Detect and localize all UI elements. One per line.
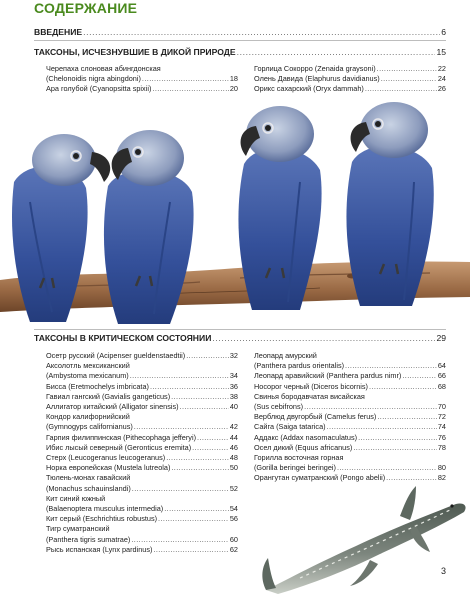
leader-dots — [304, 402, 437, 412]
entry-name: Черепаха слоновая абингдонская — [46, 64, 161, 73]
leader-dots — [166, 453, 229, 463]
leader-dots — [369, 382, 437, 392]
entry-page: 26 — [437, 84, 446, 94]
extinct-right-column — [254, 64, 446, 95]
entry-text: Орангутан суматранский (Pongo abelii) — [254, 473, 386, 483]
entry-text: Кит серый (Eschrichtius robustus) — [46, 514, 158, 524]
toc-entry[interactable] — [254, 371, 446, 381]
sturgeon-photo — [260, 482, 470, 594]
entry-name: Леопард амурский — [254, 351, 317, 360]
entry-text: Рысь испанская (Lynx pardinus) — [46, 544, 153, 554]
leader-dots — [358, 433, 437, 443]
entry-text: (Panthera pardus orientalis) — [254, 361, 345, 371]
leader-dots — [164, 504, 229, 514]
entry-page: 40 — [229, 402, 238, 412]
leader-dots — [186, 351, 229, 361]
entry-page: 42 — [229, 422, 238, 432]
entry-text: Леопард аравийский (Panthera pardus nimr) — [254, 371, 402, 381]
toc-critical[interactable] — [34, 333, 446, 347]
leader-dots — [171, 463, 229, 473]
extinct-left-column — [46, 64, 238, 95]
entry-page: 78 — [437, 442, 446, 452]
entry-name: Кондор калифорнийский — [46, 412, 130, 422]
toc-entry[interactable] — [254, 64, 446, 74]
entry-page: 48 — [229, 453, 238, 463]
leader-dots — [237, 47, 436, 57]
toc-entry[interactable] — [46, 361, 238, 381]
entry-text: (Monachus schauinslandi) — [46, 483, 131, 493]
entry-page: 36 — [229, 381, 238, 391]
entry-page: 76 — [437, 432, 446, 442]
leader-dots — [142, 74, 229, 84]
toc-entry[interactable] — [254, 392, 446, 412]
toc-intro[interactable] — [34, 27, 446, 41]
toc-entry[interactable] — [46, 453, 238, 463]
entry-text: (Chelonoidis nigra abingdoni) — [46, 74, 141, 84]
entry-text: Верблюд двугорбый (Camelus ferus) — [254, 412, 377, 422]
page-title: СОДЕРЖАНИЕ — [34, 0, 138, 16]
entry-page: 64 — [437, 361, 446, 371]
toc-entry[interactable] — [46, 545, 238, 555]
entry-text: Олень Давида (Elaphurus davidianus) — [254, 74, 380, 84]
divider — [34, 40, 446, 41]
entry-page: 72 — [437, 412, 446, 422]
leader-dots — [158, 514, 229, 524]
entry-text: (Gorilla beringei beringei) — [254, 463, 336, 473]
leader-dots — [402, 371, 437, 381]
entry-text: Сайга (Saiga tatarica) — [254, 422, 326, 432]
entry-page: 44 — [229, 432, 238, 442]
toc-critical-label: ТАКСОНЫ В КРИТИЧЕСКОМ СОСТОЯНИИ — [34, 333, 212, 343]
entry-page: 74 — [437, 422, 446, 432]
toc-entry[interactable] — [46, 433, 238, 443]
toc-entry[interactable] — [254, 453, 446, 473]
toc-entry[interactable] — [46, 443, 238, 453]
leader-dots — [83, 27, 440, 37]
toc-entry[interactable] — [254, 433, 446, 443]
leader-dots — [171, 392, 229, 402]
leader-dots — [345, 361, 437, 371]
page-number: 3 — [441, 566, 447, 576]
entry-text: (Gymnogyps californianus) — [46, 422, 133, 432]
entry-text: Гарпия филиппинская (Pithecophaga jefferyi) — [46, 432, 196, 442]
entry-text: (Panthera tigris sumatrae) — [46, 534, 131, 544]
entry-page: 70 — [437, 402, 446, 412]
entry-text: Осетр русский (Acipenser gueldenstaedtii) — [46, 351, 186, 360]
entry-page: 38 — [229, 391, 238, 401]
entry-page: 56 — [229, 514, 238, 524]
entry-page: 22 — [437, 64, 446, 73]
leader-dots — [327, 422, 437, 432]
entry-page: 54 — [229, 504, 238, 514]
toc-entry[interactable] — [46, 494, 238, 514]
spix-macaw-photo — [0, 92, 470, 324]
entry-page: 46 — [229, 442, 238, 452]
entry-text: Аллигатор китайский (Alligator sinensis) — [46, 402, 179, 412]
entry-page: 62 — [229, 544, 238, 554]
entry-page: 80 — [437, 463, 446, 473]
entry-text: Аддакс (Addax nasomaculatus) — [254, 432, 358, 442]
entry-name: Горилла восточная горная — [254, 453, 344, 463]
leader-dots — [134, 422, 229, 432]
toc-entry[interactable] — [46, 64, 238, 84]
leader-dots — [131, 535, 229, 545]
toc-entry[interactable] — [46, 412, 238, 432]
leader-dots — [353, 443, 437, 453]
toc-entry[interactable] — [254, 74, 446, 84]
toc-entry[interactable] — [254, 382, 446, 392]
entry-name: Тигр суматранский — [46, 524, 110, 534]
toc-entry[interactable] — [46, 392, 238, 402]
entry-text: Орикс сахарский (Oryx dammah) — [254, 84, 364, 94]
toc-entry[interactable] — [254, 351, 446, 371]
entry-page: 66 — [437, 371, 446, 381]
toc-extinct[interactable] — [34, 47, 446, 61]
toc-entry[interactable] — [46, 524, 238, 544]
entry-page: 24 — [437, 74, 446, 84]
entry-page: 32 — [229, 351, 238, 360]
toc-entry[interactable] — [46, 402, 238, 412]
entry-text: Горлица Сокорро (Zenaida graysoni) — [254, 64, 376, 73]
entry-text: (Ambystoma mexicanum) — [46, 371, 129, 381]
entry-text: Гавиал гангский (Gavialis gangeticus) — [46, 391, 171, 401]
entry-page: 20 — [229, 84, 238, 94]
entry-text: Ара голубой (Cyanopsitta spixii) — [46, 84, 152, 94]
entry-name: Аксолотль мексиканский — [46, 361, 130, 371]
entry-page: 52 — [229, 483, 238, 493]
toc-entry[interactable] — [254, 422, 446, 432]
leader-dots — [377, 64, 437, 74]
entry-page: 82 — [437, 473, 446, 483]
entry-page: 68 — [437, 381, 446, 391]
entry-page: 50 — [229, 463, 238, 473]
divider — [34, 329, 446, 330]
leader-dots — [197, 433, 229, 443]
entry-text: Ибис лысый северный (Geronticus eremita) — [46, 442, 192, 452]
entry-text: Норка европейская (Mustela lutreola) — [46, 463, 171, 473]
entry-name: Свинья бородавчатая висайская — [254, 391, 365, 401]
entry-text: (Balaenoptera musculus intermedia) — [46, 504, 164, 514]
toc-entry[interactable] — [46, 351, 238, 361]
leader-dots — [130, 371, 229, 381]
entry-name: Кит синий южный — [46, 493, 106, 503]
entry-text: Осел дикий (Equus africanus) — [254, 442, 353, 452]
leader-dots — [337, 463, 437, 473]
critical-right-column — [254, 351, 446, 484]
leader-dots — [153, 545, 228, 555]
toc-entry[interactable] — [46, 382, 238, 392]
leader-dots — [132, 484, 229, 494]
toc-entry[interactable] — [254, 412, 446, 422]
critical-left-column — [46, 351, 238, 555]
toc-extinct-label: ТАКСОНЫ, ИСЧЕЗНУВШИЕ В ДИКОЙ ПРИРОДЕ — [34, 47, 236, 57]
toc-entry[interactable] — [254, 443, 446, 453]
leader-dots — [180, 402, 229, 412]
entry-text: (Sus cebifrons) — [254, 402, 304, 412]
toc-intro-label: ВВЕДЕНИЕ — [34, 27, 83, 37]
toc-entry[interactable] — [46, 463, 238, 473]
entry-page: 18 — [229, 74, 238, 84]
leader-dots — [381, 74, 437, 84]
entry-page: 60 — [229, 534, 238, 544]
entry-text: Носорог черный (Diceros bicornis) — [254, 381, 368, 391]
toc-entry[interactable] — [46, 514, 238, 524]
leader-dots — [192, 443, 229, 453]
entry-page: 34 — [229, 371, 238, 381]
toc-extinct-page: 15 — [436, 47, 446, 57]
leader-dots — [212, 333, 435, 343]
entry-name: Тюлень-монах гавайский — [46, 473, 131, 483]
leader-dots — [150, 382, 229, 392]
toc-critical-page: 29 — [436, 333, 446, 343]
toc-intro-page: 6 — [441, 27, 446, 37]
entry-text: Бисса (Eretmochelys imbricata) — [46, 381, 149, 391]
entry-text: Стерх (Leucogeranus leucogeranus) — [46, 453, 166, 463]
leader-dots — [377, 412, 437, 422]
toc-entry[interactable] — [46, 473, 238, 493]
